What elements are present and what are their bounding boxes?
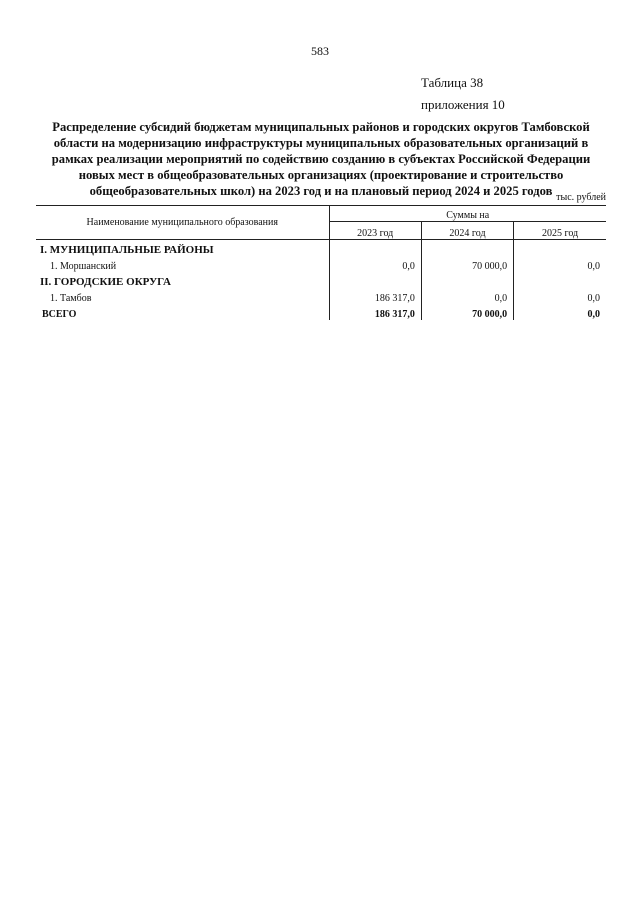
total-label: ВСЕГО [42, 309, 77, 320]
total-2023: 186 317,0 [329, 304, 421, 320]
units-label: тыс. рублей [556, 192, 606, 203]
table-header-row [36, 206, 606, 222]
header-year-2024: 2024 год [421, 222, 513, 240]
budget-table [36, 205, 606, 320]
total-2025: 0,0 [514, 304, 606, 320]
cell-2023: 0,0 [329, 256, 421, 272]
table-row [36, 288, 606, 304]
title-line: общеобразовательных школ) на 2023 год и на плановый период 2024 и 2025 годов [89, 184, 553, 198]
cell-2025: 0,0 [514, 256, 606, 272]
title-line: рамках реализации мероприятий по содействию созданию в субъектах Российской Федерации [51, 152, 591, 166]
title-line: новых мест в общеобразовательных организациях (проектирование и строительство [78, 168, 564, 182]
title-line: области на модернизацию инфраструктуры муниципальных образовательных организаций в [53, 136, 589, 150]
table-reference: Таблица 38 [421, 75, 484, 90]
row-name: 1. Тамбов [50, 293, 92, 304]
section-row [36, 240, 606, 257]
header-sums: Суммы на [329, 206, 606, 222]
table-row [36, 256, 606, 272]
header-year-2023: 2023 год [329, 222, 421, 240]
header-name: Наименование муниципального образования [36, 206, 329, 240]
total-2024: 70 000,0 [421, 304, 513, 320]
row-name: 1. Моршанский [50, 261, 117, 272]
cell-2023: 186 317,0 [329, 288, 421, 304]
header-year-2025: 2025 год [514, 222, 606, 240]
section-row [36, 272, 606, 288]
cell-2025: 0,0 [514, 288, 606, 304]
cell-2024: 0,0 [421, 288, 513, 304]
appendix-reference: приложения 10 [421, 97, 505, 112]
section-label: I. МУНИЦИПАЛЬНЫЕ РАЙОНЫ [40, 244, 214, 256]
cell-2024: 70 000,0 [421, 256, 513, 272]
section-label: II. ГОРОДСКИЕ ОКРУГА [40, 276, 171, 288]
page-number: 583 [311, 44, 329, 58]
total-row [36, 304, 606, 320]
title-line: Распределение субсидий бюджетам муниципальных районов и городских округов Тамбовской [52, 120, 590, 134]
document-title [36, 119, 606, 199]
